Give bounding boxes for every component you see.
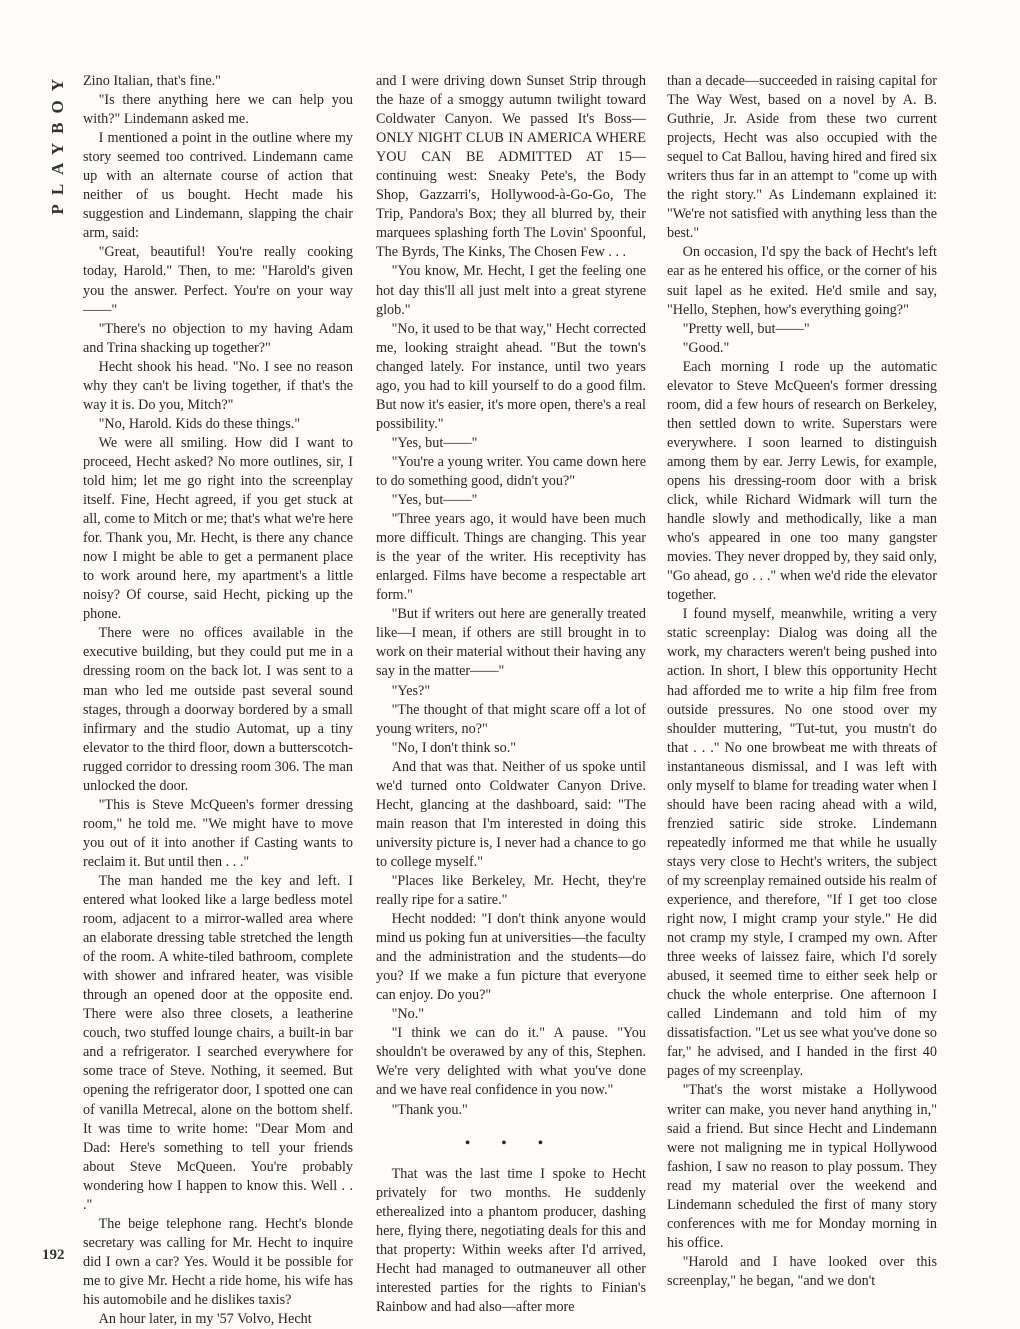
text-column-2 (376, 72, 646, 1315)
paragraph: I mentioned a point in the outline where my story seemed too contrived. Lindemann came up with an alternate course of action that neither of us bought. Hecht made his suggestion and Lindemann, slapping the chair arm, said: (83, 130, 353, 242)
paragraph: and I were driving down Sunset Strip through the haze of a smoggy autumn twilight toward Coldwater Canyon. We passed It's Boss—ONLY NIGHT CLUB IN AMERICA WHERE YOU CAN BE ADMITTED AT 15—continuing west: Sneaky Pete's, the Body Shop, Gazzarri's, Hollywood-à-Go-Go, The Trip, Pandora's Box; they all blurred by, their marquees splashing forth The Lovin' Spoonful, The Byrds, The Kinks, The Chosen Few . . . (376, 73, 646, 261)
text-column-3 (667, 72, 937, 1302)
paragraph: "Great, beautiful! You're really cooking today, Harold." Then, to me: "Harold's given you the answer. Perfect. You're on your way——" (83, 244, 353, 318)
paragraph: "Yes?" (391, 682, 431, 699)
paragraph: "Harold and I have looked over this screenplay," he began, "and we don't (667, 1253, 937, 1289)
paragraph: than a decade—succeeded in raising capital for The Way West, based on a novel by A. B. Guthrie, Jr. Aside from these two current projects, Hecht was also occupied with the sequel to Cat Ballou, having hired and fired six writers thus far in an attempt to "come up with the right story." As Lindemann explained it: "We're not satisfied with anything less than the best." (667, 73, 937, 242)
paragraph: Zino Italian, that's fine." (83, 73, 221, 89)
paragraph: "Good." (682, 339, 730, 356)
paragraph: "No, it used to be that way," Hecht corrected me, looking straight ahead. "But the town's changed lately. For instance, until two years ago, you had to kill yourself to do a good film. But now it's easier, it's more open, there's a real possibility." (376, 320, 646, 432)
paragraph: "That's the worst mistake a Hollywood writer can make, you never hand anything in," said a friend. But since Hecht and Lindemann were not maligning me in typical Hollywood fashion, I saw no reason to play possum. They read my material over the weekend and Lindemann scheduled the first of many story conferences with me for Monday morning in his office. (667, 1082, 937, 1251)
paragraph: "You're a young writer. You came down here to do something good, didn't you?" (376, 453, 646, 489)
paragraph: And that was that. Neither of us spoke until we'd turned onto Coldwater Canyon Drive. Hecht, glancing at the dashboard, said: "The main reason that I'm interested in doing this university picture is, I never had a chance to go to college myself." (376, 758, 646, 870)
paragraph: "This is Steve McQueen's former dressing room," he told me. "We might have to move you out of it into another if Casting wants to reclaim it. But until then . . ." (83, 796, 353, 870)
paragraph: "I think we can do it." A pause. "You shouldn't be overawed by any of this, Stephen. We're very delighted with what you've done and we have real confidence in you now." (376, 1025, 646, 1099)
paragraph: "You know, Mr. Hecht, I get the feeling one hot day this'll all just melt into a great styrene glob." (376, 263, 646, 318)
paragraph: Each morning I rode up the automatic elevator to Steve McQueen's former dressing room, did a few hours of research on Berkeley, then settled down to write. Superstars were everywhere. I soon learned to distinguish among them by ear. Jerry Lewis, for example, opens his dressing-room door with a brisk click, while Richard Widmark will turn the handle slowly and methodically, like a man who's appeared in one too many gangster movies. They never dropped by, they said only, "Go ahead, go . . ." when we'd ride the elevator together. (667, 358, 937, 604)
paragraph: Hecht shook his head. "No. I see no reason why they can't be living together, if that's the way it is. Do you, Mitch?" (83, 358, 353, 413)
paragraph: The man handed me the key and left. I entered what looked like a large bedless motel room, adjacent to a mirror-walled area where an elaborate dressing table stretched the length of the room. A white-tiled bathroom, complete with shower and infrared heater, was visible through an opened door at the opposite end. There were also three closets, a leatherine couch, two stuffed lounge chairs, a built-in bar and a refrigerator. I searched everywhere for some trace of Steve. Nothing, it seemed. But opening the refrigerator door, I spotted one can of vanilla Metrecal, alone on the bottom shelf. It was time to write home: "Dear Mom and Dad: Here's something to tell your friends about Steve McQueen. You're probably wondering how I happen to know this. Well . . ." (83, 872, 353, 1213)
paragraph: "The thought of that might scare off a lot of young writers, no?" (376, 701, 646, 737)
paragraph: "No." (391, 1006, 425, 1023)
text-column-1 (83, 72, 353, 1328)
paragraph: "Yes, but——" (391, 434, 478, 451)
paragraph: "Three years ago, it would have been much more difficult. Things are changing. This year is the year of the writer. His receptivity has enlarged. Films have become a respectable art form." (376, 511, 646, 604)
paragraph: I found myself, meanwhile, writing a very static screenplay: Dialog was doing all the work, my characters weren't being pushed into action. In short, I blew this opportunity Hecht had afforded me to write a hip film free from outside pressures. No one stood over my shoulder muttering, "Tut-tut, you mustn't do that . . ." No one browbeat me with threats of instantaneous dismissal, and I was left with only myself to blame for treading water when I should have been racing ahead with a wild, frenzied satiric side stroke. Lindemann repeatedly informed me that while he usually stays very close to Hecht's writers, the subject of my screenplay remained outside his realm of experience, and therefore, "If I get too close right now, I might cramp your style." He did not cramp my style, I cramped my own. After three weeks of laissez faire, which I'd sorely abused, it seemed time to either seek help or chuck the whole enterprise. One afternoon I called Lindemann and told him of my dissatisfaction. "Let us see what you've done so far," he advised, and I handed in the first 40 pages of my screenplay. (667, 606, 937, 1080)
paragraph: On occasion, I'd spy the back of Hecht's left ear as he entered his office, or the corner of his suit lapel as he exited. He'd smile and say, "Hello, Stephen, how's everything going?" (667, 244, 937, 318)
paragraph: "There's no objection to my having Adam and Trina shacking up together?" (83, 320, 353, 356)
paragraph: "Places like Berkeley, Mr. Hecht, they're really ripe for a satire." (376, 872, 646, 909)
paragraph: "Yes, but——" (391, 492, 478, 509)
magazine-masthead: PLAYBOY (48, 70, 67, 215)
paragraph: That was the last time I spoke to Hecht privately for two months. He suddenly etherealized into a phantom producer, dashing here, flying there, negotiating deals for this and that property: Within weeks after I'd arrived, Hecht had managed to outmaneuver all other interested parties for the rights to Finian's Rainbow and had also—after more (376, 1165, 646, 1315)
paragraph: "Pretty well, but——" (682, 320, 810, 337)
paragraph: There were no offices available in the executive building, but they could put me in a dressing room on the back lot. I was sent to a man who led me outside past several sound stages, through a doorway bordered by a small infirmary and the studio Automat, up a tiny elevator to the third floor, down a butterscotch-rugged corridor to dressing room 306. The man unlocked the door. (83, 625, 353, 794)
paragraph: "But if writers out here are generally treated like—I mean, if others are still brought in to work on their material without their having any say in the matter——" (376, 606, 646, 680)
paragraph: An hour later, in my '57 Volvo, Hecht (98, 1311, 312, 1328)
paragraph: The beige telephone rang. Hecht's blonde secretary was calling for Mr. Hecht to inquire did I own a car? Yes. Would it be possible for me to give Mr. Hecht a ride home, his wife has his automobile and he dislikes taxis? (83, 1215, 353, 1308)
paragraph: "No, I don't think so." (391, 739, 517, 756)
page-number: 192 (42, 1247, 65, 1263)
paragraph: "Thank you." (391, 1101, 468, 1118)
paragraph: "No, Harold. Kids do these things." (98, 415, 301, 432)
paragraph: We were all smiling. How did I want to proceed, Hecht asked? No more outlines, sir, I told him; let me go right into the screenplay itself. Fine, Hecht agreed, if you get stuck at all, come to Mitch or me; that's what we're here for. Thank you, Mr. Hecht, is there any chance now I might be able to get a permanent place to work around here, my apartment's a little noisy? Of course, said Hecht, picking up the phone. (83, 434, 353, 623)
paragraph: Hecht nodded: "I don't think anyone would mind us poking fun at universities—the faculty and the administration and the students—do you? If we make a fun picture that everyone can enjoy. Do you?" (376, 911, 646, 1004)
paragraph: "Is there anything here we can help you with?" Lindemann asked me. (83, 92, 353, 128)
section-break: • • • (465, 1135, 557, 1151)
